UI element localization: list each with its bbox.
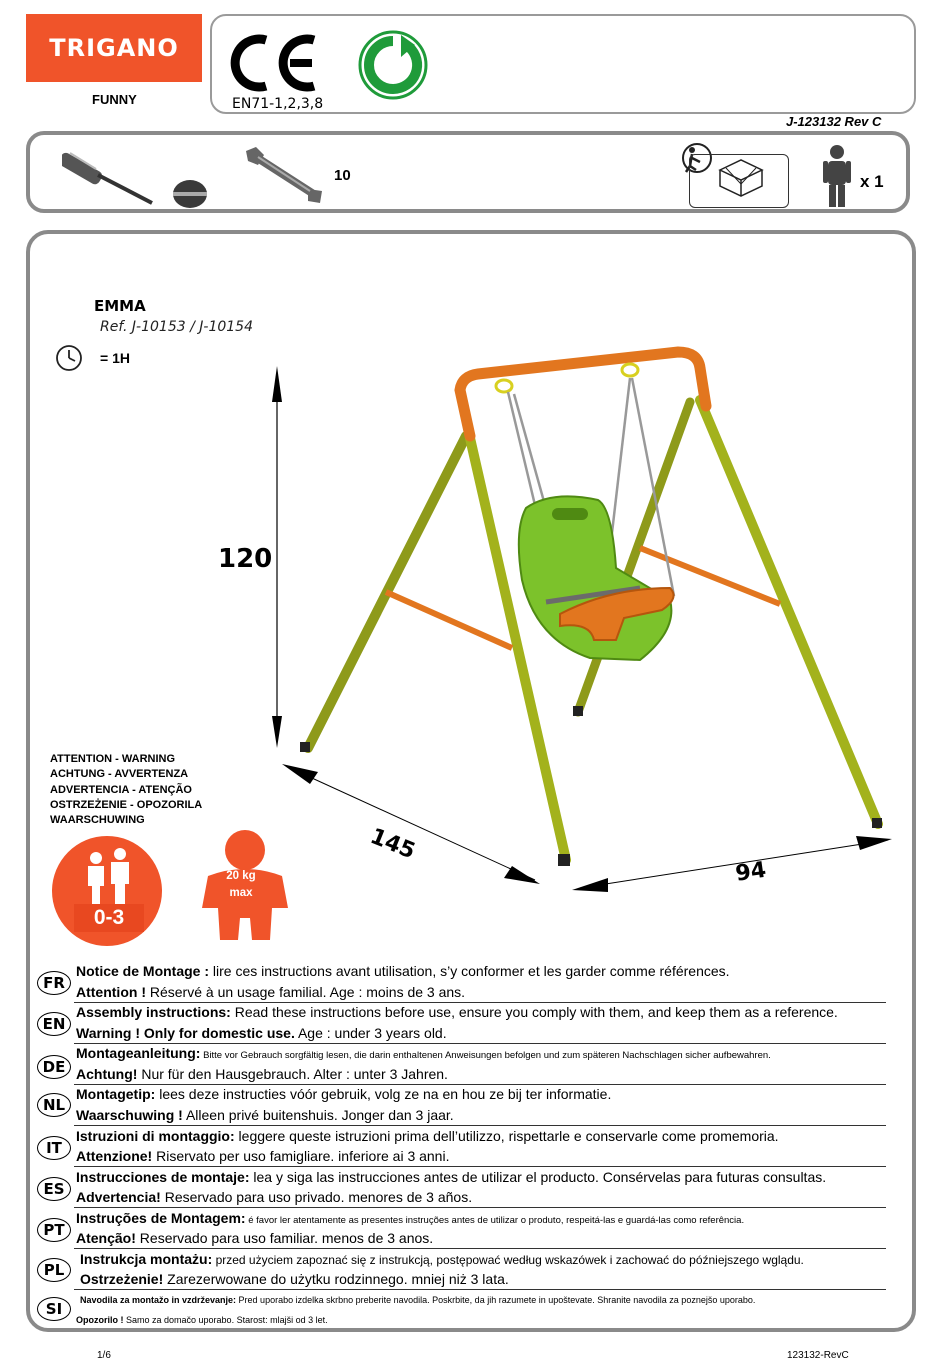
- warning-fr: [76, 984, 465, 1000]
- screwdriver-icon: [62, 143, 158, 207]
- wrench-size: 10: [334, 167, 351, 184]
- warning-en: [76, 1025, 447, 1041]
- people-required: x 1: [860, 172, 884, 191]
- notice-de: [76, 1045, 771, 1061]
- warning-si: [76, 1315, 328, 1325]
- notice-label: Notice de Montage :: [76, 963, 210, 979]
- brand-logo: [26, 14, 202, 82]
- notice-text: leggere queste istruzioni prima dell’utilizzo, rispettarle e conservarle come promemoria.: [234, 1128, 779, 1144]
- warning-text: Riservato per uso famigliare. inferiore ai 3 anni.: [152, 1148, 450, 1164]
- warning-label: Attenzione!: [76, 1148, 153, 1164]
- warning-text: Samo za domačo uporabo. Starost: mlajši od 3 let.: [123, 1315, 328, 1325]
- clock-icon: [55, 344, 83, 372]
- warning-line: OSTRZEŻENIE - OPOZORILA: [50, 798, 203, 811]
- notice-label: Assembly instructions:: [76, 1004, 231, 1020]
- notice-en: [76, 1004, 838, 1020]
- notice-label: Montagetip:: [76, 1086, 156, 1102]
- lang-badge-pl: PL: [37, 1258, 71, 1282]
- children-icon: [78, 846, 138, 906]
- lang-badge-pt: PT: [37, 1218, 71, 1242]
- lang-badge-nl: NL: [37, 1093, 71, 1117]
- height-dimension: 120: [218, 544, 273, 574]
- notice-text: przed użyciem zapoznać się z instrukcją, postępować według wskazówek i zachować do późniejszego wglądu.: [212, 1253, 804, 1267]
- brand-name: TRIGANO: [49, 34, 179, 62]
- product-reference: Ref. J-10153 / J-10154: [100, 319, 253, 335]
- max-weight-label: max: [229, 887, 253, 899]
- notice-text: lire ces instructions avant utilisation, s’y conformer et les garder comme références.: [209, 963, 730, 979]
- notice-text: Pred uporabo izdelka skrbno preberite navodila. Poskrbite, da jih razumete in upoštevate. Shranite navodila za poznejšo uporabo.: [236, 1295, 756, 1305]
- warning-label: Waarschuwing !: [76, 1107, 183, 1123]
- warning-title: [50, 752, 202, 828]
- notice-si: [80, 1295, 755, 1305]
- swing-illustration: [260, 340, 900, 900]
- product-name: EMMA: [94, 297, 146, 315]
- warning-label: Attention !: [76, 984, 146, 1000]
- age-range: 0-3: [74, 904, 144, 932]
- row-divider: [74, 1043, 886, 1044]
- notice-text: lees deze instructies vóór gebruik, volg ze na en hou ze bij ter informatie.: [155, 1086, 612, 1102]
- notice-text: lea y siga las instrucciones antes de utilizar el producto. Consérvelas para futuras consultas.: [249, 1169, 827, 1185]
- notice-label: Instrucciones de montaje:: [76, 1169, 250, 1185]
- warning-text: Zarezerwowane do użytku rodzinnego. mniej niż 3 lata.: [163, 1271, 509, 1287]
- warning-label: Advertencia!: [76, 1189, 161, 1205]
- warning-label: Ostrzeżenie!: [80, 1271, 164, 1287]
- warning-de: [76, 1066, 448, 1082]
- warning-pl: [80, 1271, 509, 1287]
- warning-label: Atenção!: [76, 1230, 136, 1246]
- warning-pt: [76, 1230, 433, 1246]
- notice-fr: [76, 963, 730, 979]
- lang-badge-es: ES: [37, 1177, 71, 1201]
- row-divider: [74, 1289, 886, 1290]
- row-divider: [74, 1125, 886, 1126]
- max-weight: [212, 868, 270, 902]
- page-code: 123132-RevC: [787, 1350, 849, 1361]
- warning-nl: [76, 1107, 454, 1123]
- warning-line: ATTENTION - WARNING: [50, 753, 176, 765]
- warning-text: Reservado para uso familiar. menos de 3 anos.: [135, 1230, 434, 1246]
- rubber-mallet-icon: [171, 178, 209, 210]
- notice-pl: [80, 1251, 804, 1267]
- ce-mark-icon: [228, 32, 320, 94]
- depth-dimension: 145: [366, 824, 419, 865]
- box-open-icon: [716, 156, 766, 198]
- warning-text: Alleen privé buitenshuis. Jonger dan 3 jaar.: [182, 1107, 454, 1123]
- notice-label: Instruções de Montagem:: [76, 1210, 246, 1226]
- row-divider: [74, 1002, 886, 1003]
- warning-label: Warning ! Only for domestic use.: [76, 1025, 295, 1041]
- notice-label: Istruzioni di montaggio:: [76, 1128, 235, 1144]
- warning-es: [76, 1189, 472, 1205]
- warning-text: Reservado para uso privado. menores de 3 años.: [160, 1189, 473, 1205]
- warning-label: Opozorilo !: [76, 1315, 124, 1325]
- notice-it: [76, 1128, 779, 1144]
- lang-badge-it: IT: [37, 1136, 71, 1160]
- row-divider: [74, 1084, 886, 1085]
- warning-line: ACHTUNG - AVVERTENZA: [50, 768, 189, 781]
- warning-text: Age : under 3 years old.: [294, 1025, 447, 1041]
- document-reference: J-123132 Rev C: [786, 114, 882, 129]
- notice-text: é favor ler atentamente as presentes instruções antes de utilizar o produto, respeitá-las e guardá-las como referência.: [245, 1215, 745, 1226]
- width-dimension: 94: [734, 857, 768, 887]
- row-divider: [74, 1248, 886, 1249]
- standard-norm: EN71-1,2,3,8: [232, 96, 324, 112]
- model-name: FUNNY: [92, 92, 137, 107]
- wrench-icon: [242, 145, 326, 205]
- lang-badge-de: DE: [37, 1055, 71, 1079]
- row-divider: [74, 1207, 886, 1208]
- notice-label: Montageanleitung:: [76, 1045, 201, 1061]
- notice-pt: [76, 1210, 744, 1226]
- notice-label: Instrukcja montażu:: [80, 1251, 213, 1267]
- notice-es: [76, 1169, 826, 1185]
- warning-text: Réservé à un usage familial. Age : moins de 3 ans.: [145, 984, 466, 1000]
- lang-badge-fr: FR: [37, 971, 71, 995]
- page-number: 1/6: [97, 1350, 111, 1361]
- row-divider: [74, 1166, 886, 1167]
- warning-it: [76, 1148, 449, 1164]
- warning-line: WAARSCHUWING: [50, 814, 145, 827]
- notice-text: Bitte vor Gebrauch sorgfältig lesen, die darin enthaltenen Anweisungen befolgen und zum späteren Nachschlagen sicher aufbewahren.: [200, 1050, 771, 1061]
- notice-label: Navodila za montažo in vzdrževanje:: [80, 1295, 237, 1305]
- notice-nl: [76, 1086, 611, 1102]
- warning-label: Achtung!: [76, 1066, 138, 1082]
- green-dot-recycle-icon: [357, 29, 429, 101]
- notice-text: Read these instructions before use, ensure you comply with them, and keep them as a reference.: [230, 1004, 838, 1020]
- lang-badge-en: EN: [37, 1012, 71, 1036]
- max-weight-value: 20 kg: [226, 870, 256, 882]
- warning-text: Nur für den Hausgebrauch. Alter : unter 3 Jahren.: [137, 1066, 448, 1082]
- assembly-time: = 1H: [100, 350, 130, 366]
- person-icon: [822, 143, 852, 209]
- lang-badge-si: SI: [37, 1297, 71, 1321]
- warning-line: ADVERTENCIA - ATENÇÃO: [50, 783, 192, 796]
